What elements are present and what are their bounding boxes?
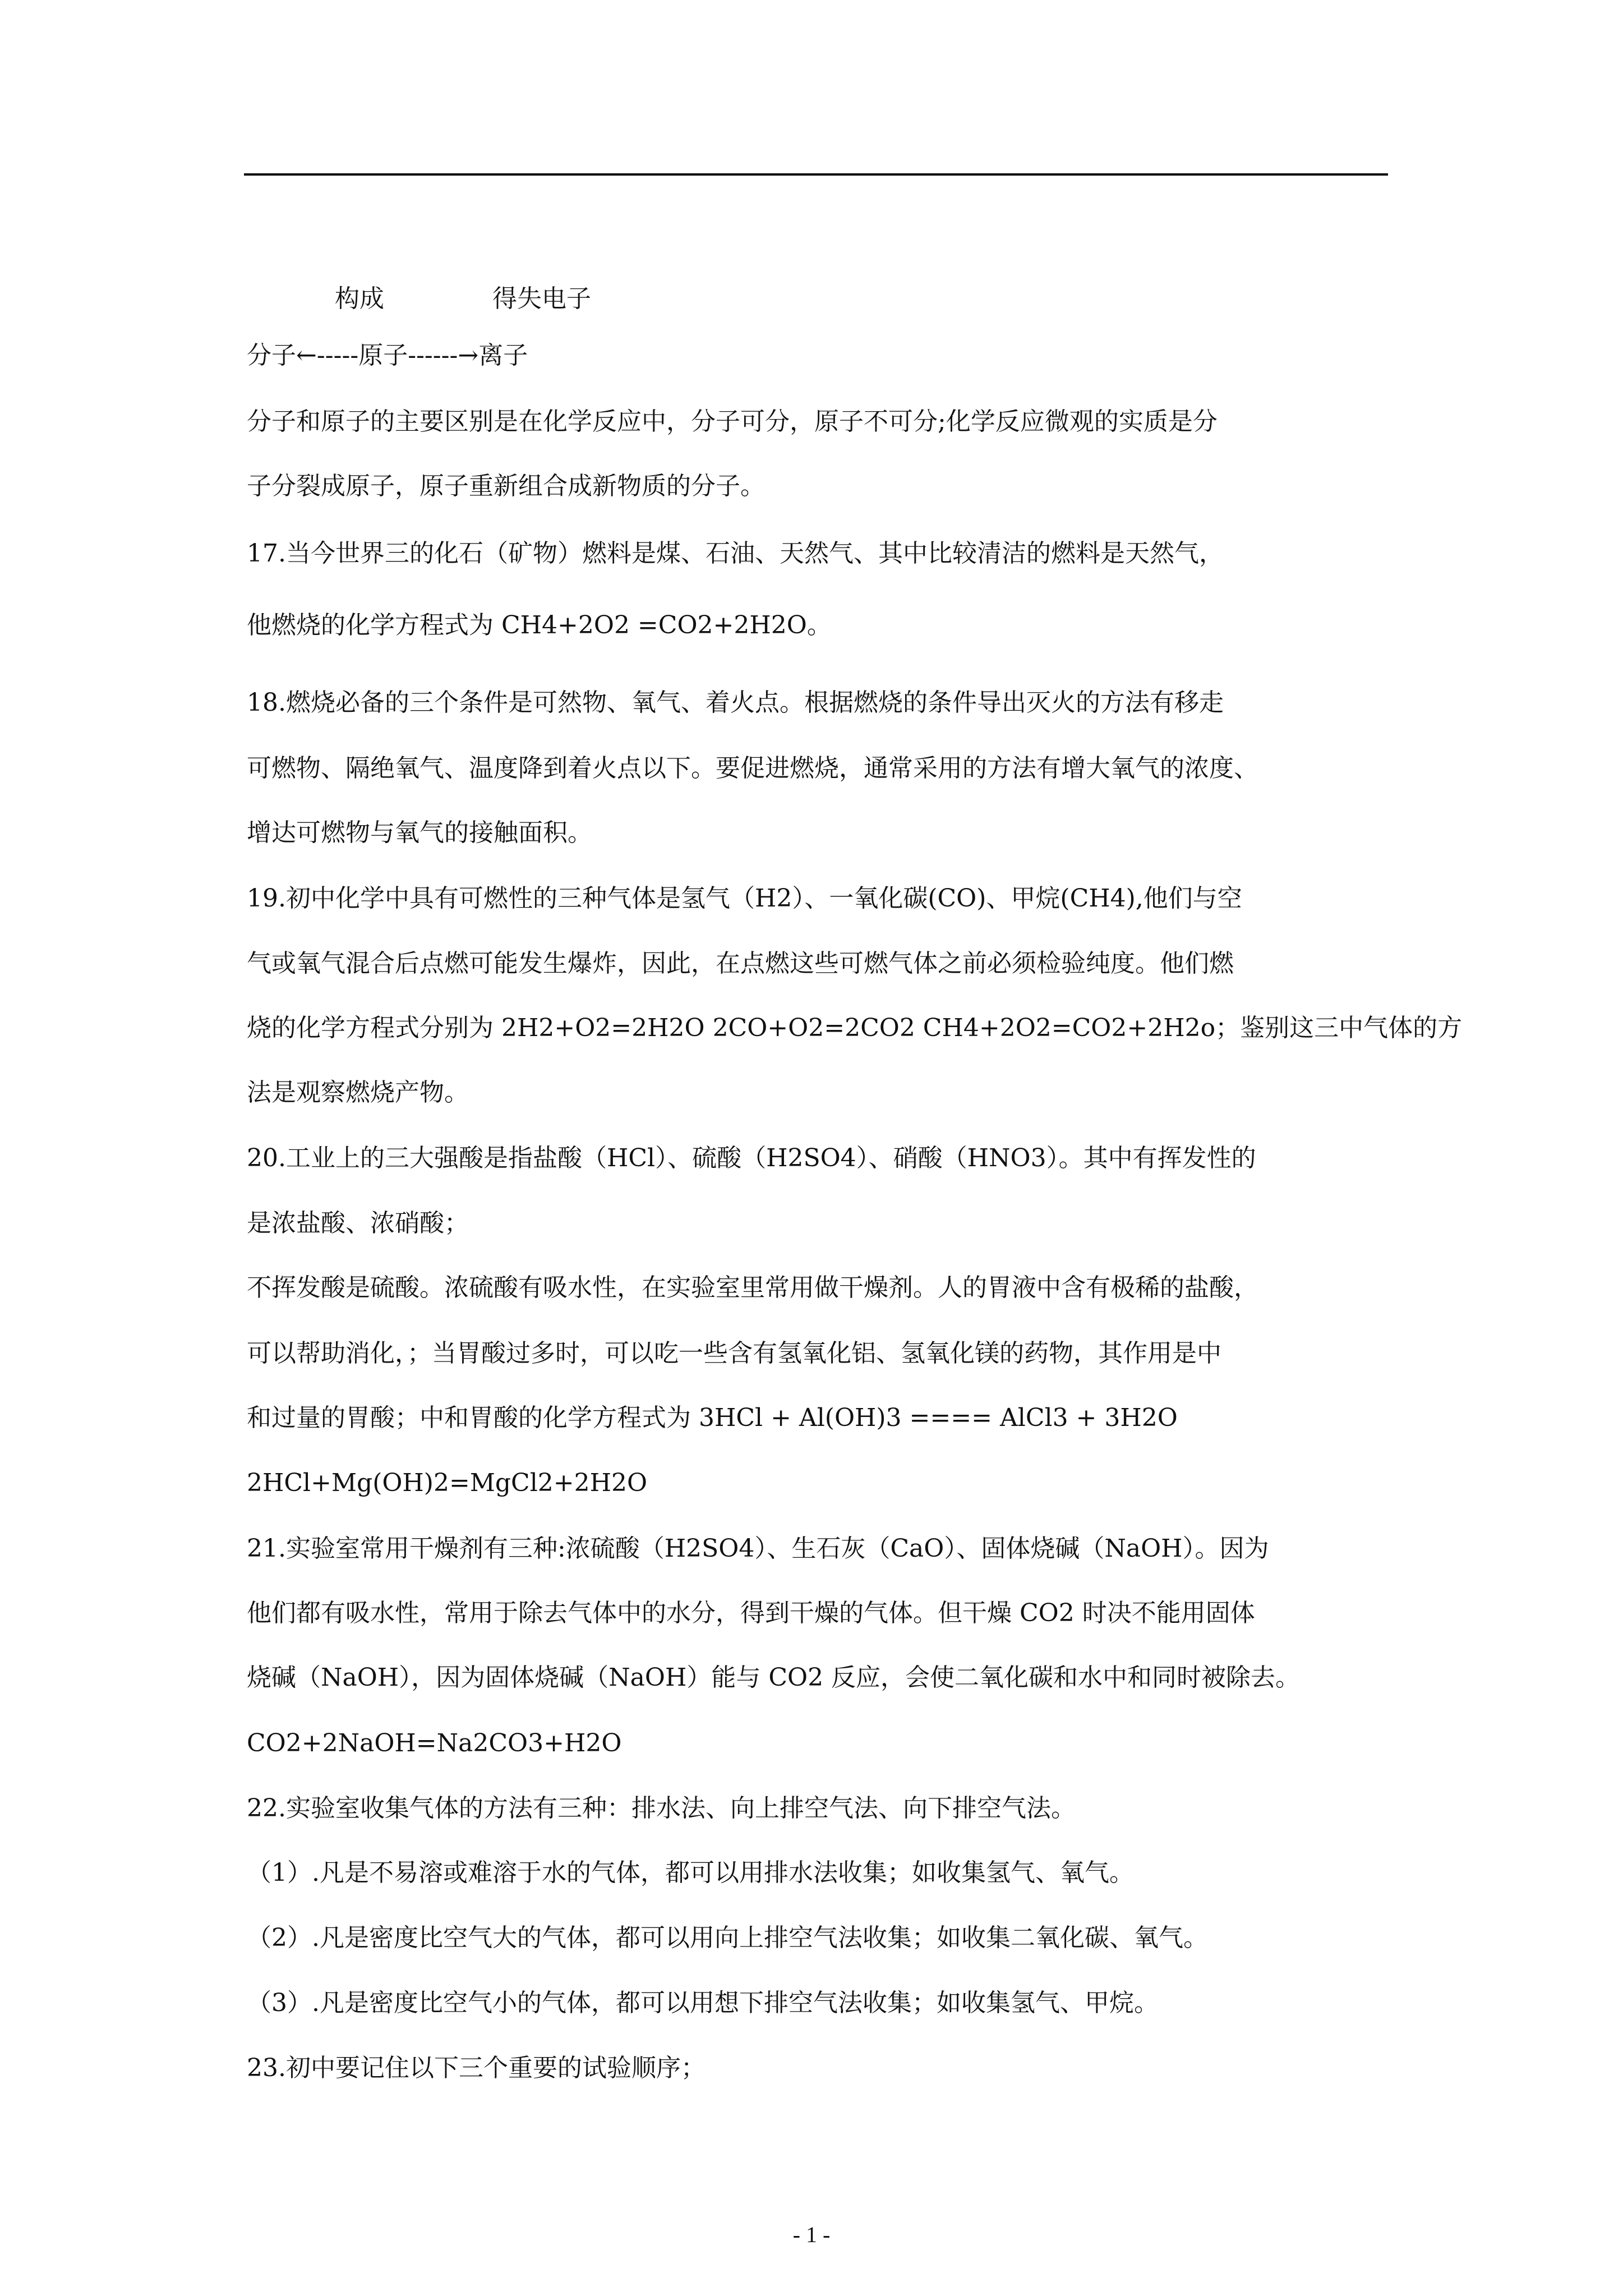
text-line: CO2+2NaOH=Na2CO3+H2O: [247, 1729, 622, 1757]
text-line: （1）.凡是不易溶或难溶于水的气体，都可以用排水法收集；如收集氢气、氧气。: [247, 1858, 1134, 1887]
text-line: 子分裂成原子，原子重新组合成新物质的分子。: [247, 472, 765, 500]
text-line: 和过量的胃酸；中和胃酸的化学方程式为 3HCl + Al(OH)3 ==== AlCl3 + 3H2O: [247, 1404, 1178, 1432]
text-line: 法是观察燃烧产物。: [247, 1078, 469, 1107]
text-line: 2HCl+Mg(OH)2=MgCl2+2H2O: [247, 1469, 648, 1497]
text-line: 18.燃烧必备的三个条件是可然物、氧气、着火点。根据燃烧的条件导出灭火的方法有移走: [247, 688, 1224, 717]
text-line: 22.实验室收集气体的方法有三种：排水法、向上排空气法、向下排空气法。: [247, 1794, 1076, 1823]
text-line: 19.初中化学中具有可燃性的三种气体是氢气（H2）、一氧化碳(CO)、甲烷(CH4),他们与空: [247, 884, 1242, 913]
text-line: 他们都有吸水性，常用于除去气体中的水分，得到干燥的气体。但干燥 CO2 时决不能用固体: [247, 1599, 1255, 1627]
text-line: 他燃烧的化学方程式为 CH4+2O2 =CO2+2H2O。: [247, 611, 832, 639]
text-line: 是浓盐酸、浓硝酸；: [247, 1209, 469, 1237]
text-line: 分子←-----原子------→离子: [247, 341, 528, 370]
text-line: 烧碱（NaOH），因为固体烧碱（NaOH）能与 CO2 反应，会使二氧化碳和水中和同时被除去。: [247, 1663, 1301, 1692]
text-line: 可以帮助消化，；当胃酸过多时，可以吃一些含有氢氧化铝、氢氧化镁的药物，其作用是中: [247, 1339, 1221, 1368]
text-line: （2）.凡是密度比空气大的气体，都可以用向上排空气法收集；如收集二氧化碳、氧气。: [247, 1924, 1208, 1952]
label-compose: 构成: [335, 284, 384, 313]
text-line: 气或氧气混合后点燃可能发生爆炸，因此，在点燃这些可燃气体之前必须检验纯度。他们燃: [247, 949, 1234, 978]
text-line: 20.工业上的三大强酸是指盐酸（HCl）、硫酸（H2SO4）、硝酸（HNO3）。其中有挥发性的: [247, 1144, 1256, 1172]
text-line: 增达可燃物与氧气的接触面积。: [247, 818, 592, 847]
label-gain-lose-electrons: 得失电子: [492, 284, 591, 313]
text-line: 不挥发酸是硫酸。浓硫酸有吸水性，在实验室里常用做干燥剂。人的胃液中含有极稀的盐酸，: [247, 1273, 1258, 1302]
text-line: 23.初中要记住以下三个重要的试验顺序；: [247, 2054, 706, 2082]
text-line: 分子和原子的主要区别是在化学反应中，分子可分，原子不可分;化学反应微观的实质是分: [247, 407, 1218, 436]
text-line: 可燃物、隔绝氧气、温度降到着火点以下。要促进燃烧，通常采用的方法有增大氧气的浓度、: [247, 754, 1258, 783]
page-number: - 1 -: [792, 2222, 831, 2247]
text-line: 烧的化学方程式分别为 2H2+O2=2H2O 2CO+O2=2CO2 CH4+2O2=CO2+2H2o；鉴别这三中气体的方: [247, 1014, 1463, 1042]
text-line: （3）.凡是密度比空气小的气体，都可以用想下排空气法收集；如收集氢气、甲烷。: [247, 1989, 1159, 2017]
text-line: 21.实验室常用干燥剂有三种:浓硫酸（H2SO4）、生石灰（CaO）、固体烧碱（NaOH）。因为: [247, 1534, 1269, 1563]
header-rule: [244, 173, 1388, 176]
text-line: 17.当今世界三的化石（矿物）燃料是煤、石油、天然气、其中比较清洁的燃料是天然气，: [247, 539, 1224, 568]
